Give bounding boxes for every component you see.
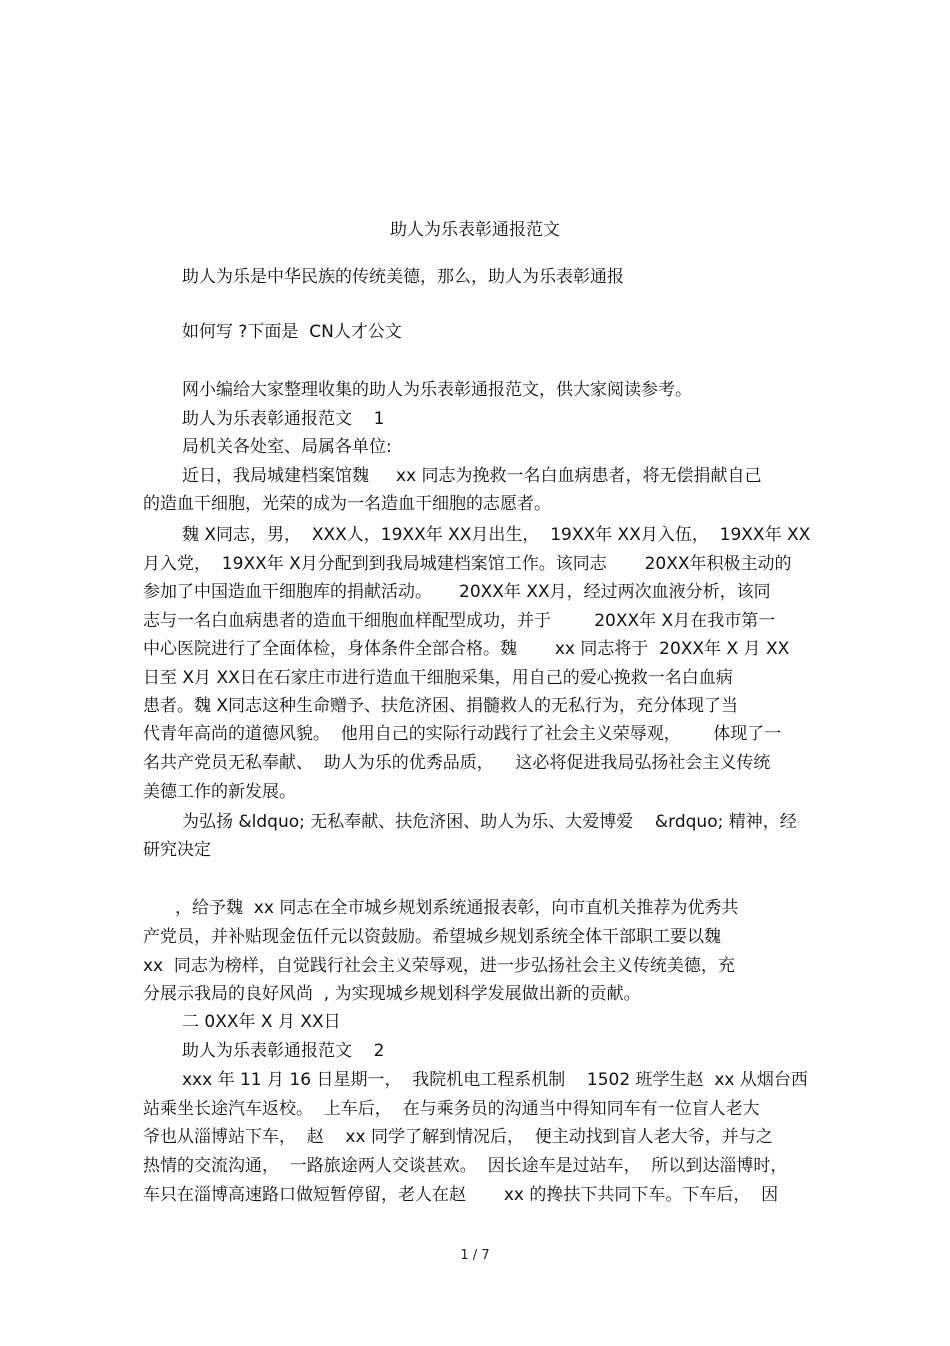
text-line: 日至 X月 XX日在石家庄市进行造血干细胞采集，用自己的爱心挽救一名白血病: [143, 668, 733, 688]
text-line: 站乘坐长途汽车返校。 上车后， 在与乘务员的沟通当中得知同车有一位盲人老大: [143, 1099, 760, 1119]
text-line: 如何写 ?下面是 CN人才公文: [182, 322, 402, 342]
date-line: 二 0XX年 X 月 XX日: [182, 1012, 341, 1032]
text-line: 为弘扬 &ldquo; 无私奉献、扶危济困、助人为乐、大爱博爱 &rdquo; 精神，经: [182, 812, 797, 832]
text-line: 患者。魏 X同志这种生命赠予、扶危济困、捐髓救人的无私行为，充分体现了当: [143, 696, 739, 716]
text-line: 的造血干细胞，光荣的成为一名造血干细胞的志愿者。: [143, 494, 551, 514]
text-line: xx 同志为榜样，自觉践行社会主义荣辱观，进一步弘扬社会主义传统美德，充: [143, 956, 735, 976]
text-line: 名共产党员无私奉献、 助人为乐的优秀品质， 这必将促进我局弘扬社会主义传统: [143, 753, 771, 773]
section-heading: 助人为乐表彰通报范文 2: [182, 1041, 385, 1061]
text-line: 魏 X同志，男， XXX人，19XX年 XX月出生， 19XX年 XX月入伍， 19XX年 XX: [182, 525, 811, 545]
text-line: 热情的交流沟通， 一路旅途两人交谈甚欢。 因长途车是过站车， 所以到达淄博时，: [143, 1156, 788, 1176]
text-line: xxx 年 11 月 16 日星期一， 我院机电工程系机制 1502 班学生赵 xx 从烟台西: [182, 1070, 808, 1090]
text-line: 中心医院进行了全面体检，身体条件全部合格。魏 xx 同志将于 20XX年 X 月 XX: [143, 639, 790, 659]
text-line: 助人为乐表彰通报范文 1: [182, 409, 385, 429]
text-line: 网小编给大家整理收集的助人为乐表彰通报范文，供大家阅读参考。: [182, 380, 692, 400]
text-line: 代青年高尚的道德风貌。 他用自己的实际行动践行了社会主义荣辱观， 体现了一: [143, 724, 782, 744]
text-line: 分展示我局的良好风尚 , 为实现城乡规划科学发展做出新的贡献。: [143, 984, 641, 1004]
text-line: 助人为乐是中华民族的传统美德，那么，助人为乐表彰通报: [182, 267, 624, 287]
text-line: 近日，我局城建档案馆魏 xx 同志为挽救一名白血病患者，将无偿捐献自己: [182, 466, 762, 486]
text-line: 月入党， 19XX年 X月分配到到我局城建档案馆工作。该同志 20XX年积极主动的: [143, 554, 792, 574]
page-number: 1 / 7: [460, 1248, 490, 1263]
text-line: 美德工作的新发展。: [143, 782, 296, 802]
text-line: 产党员，并补贴现金伍仟元以资鼓励。希望城乡规划系统全体干部职工要以魏: [143, 927, 721, 947]
text-line: 局机关各处室、局属各单位:: [182, 437, 392, 457]
text-line: 车只在淄博高速路口做短暂停留，老人在赵 xx 的搀扶下共同下车。下车后， 因: [143, 1185, 779, 1205]
text-line: 爷也从淄博站下车， 赵 xx 同学了解到情况后， 便主动找到盲人老大爷，并与之: [143, 1127, 773, 1147]
text-line: 研究决定: [143, 840, 211, 860]
text-line: 志与一名白血病患者的造血干细胞血样配型成功，并于 20XX年 X月在我市第一: [143, 611, 776, 631]
text-line: ，给予魏 xx 同志在全市城乡规划系统通报表彰，向市直机关推荐为优秀共: [175, 898, 739, 918]
text-line: 参加了中国造血干细胞库的捐献活动。 20XX年 XX月，经过两次血液分析，该同: [143, 582, 771, 602]
document-title: 助人为乐表彰通报范文: [390, 220, 560, 240]
